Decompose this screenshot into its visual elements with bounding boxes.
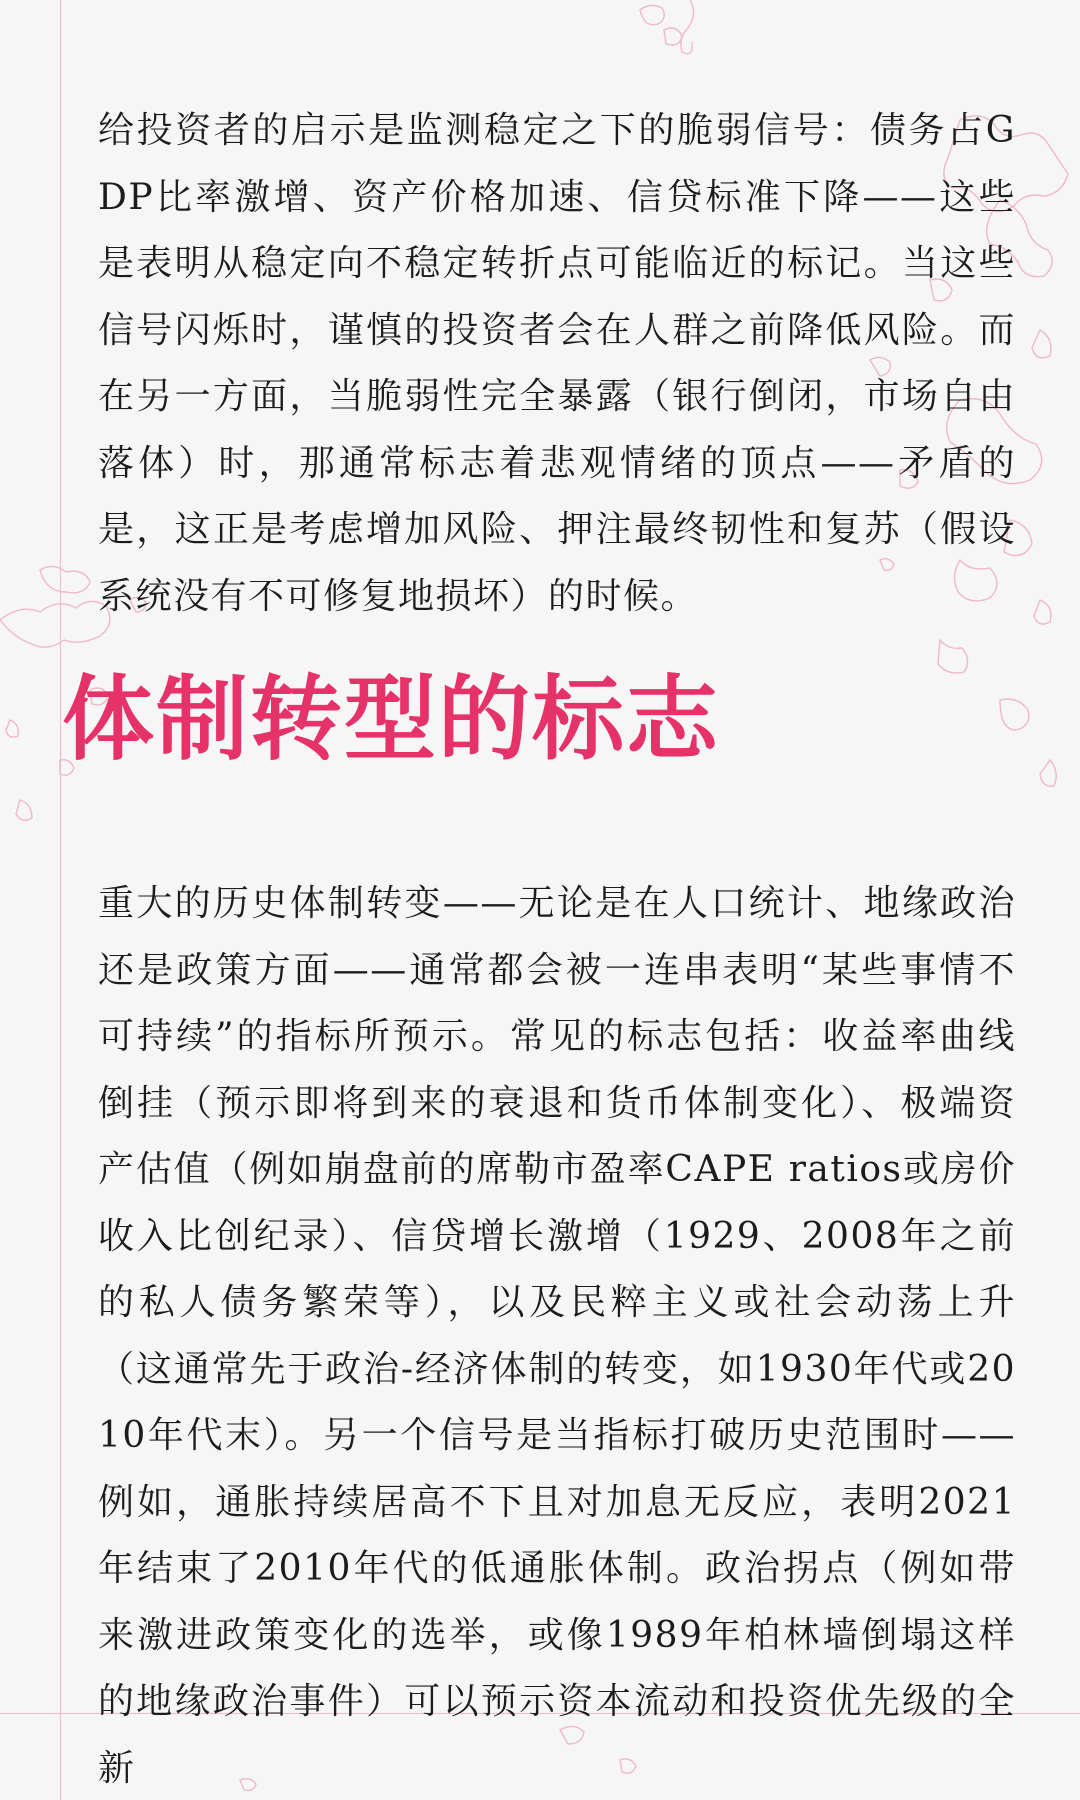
body-paragraph-1: 给投资者的启示是监测稳定之下的脆弱信号：债务占GDP比率激增、资产价格加速、信贷标准下降——这些是表明从稳定向不稳定转折点可能临近的标记。当这些信号闪烁时，谨慎的投资者会在人群之前降低风险。而在另一方面，当脆弱性完全暴露（银行倒闭，市场自由落体）时，那通常标志着悲观情绪的顶点——矛盾的是，这正是考虑增加风险、押注最终韧性和复苏（假设系统没有不可修复地损坏）的时候。 [98,110,1016,617]
margin-rule-vertical [60,0,61,1800]
body-paragraph-2: 重大的历史体制转变——无论是在人口统计、地缘政治还是政策方面——通常都会被一连串表明“某些事情不可持续”的指标所预示。常见的标志包括：收益率曲线倒挂（预示即将到来的衰退和货币体制变化）、极端资产估值（例如崩盘前的席勒市盈率CAPE ratios或房价收入比创纪录）、信贷增长激增（1929、2008年之前的私人债务繁荣等），以及民粹主义或社会动荡上升（这通常先于政治-经济体制的转变，如1930年代或2010年代末）。另一个信号是当指标打破历史范围时——例如，通胀持续居高不下且对加息无反应，表明2021年结束了2010年代的低通胀体制。政治拐点（例如带来激进政策变化的选举，或像1989年柏林墙倒塌这样的地缘政治事件）可以预示资本流动和投资优先级的全新 [98,883,1016,1789]
section-heading: 体制转型的标志 [62,666,721,773]
